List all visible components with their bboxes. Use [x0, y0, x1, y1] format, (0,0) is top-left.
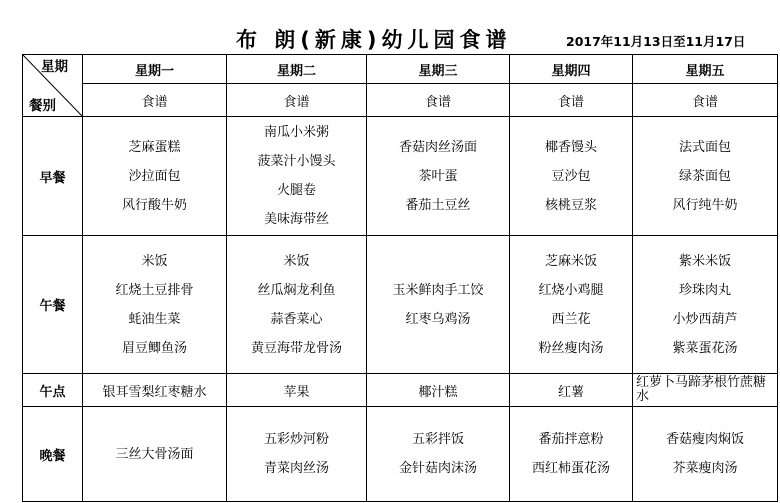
corner-header	[23, 55, 83, 117]
corner-meal-label: 餐别	[29, 98, 56, 114]
menu-item: 珍珠肉丸	[678, 282, 731, 298]
menu-item: 红枣乌鸡汤	[405, 311, 471, 327]
corner-weekday-label: 星期	[41, 59, 68, 75]
menu-item: 风行纯牛奶	[672, 197, 738, 213]
menu-item: 番茄土豆丝	[405, 197, 471, 213]
sub-header-row	[23, 84, 778, 117]
lunch-tuesday	[227, 236, 367, 374]
menu-item: 黄豆海带龙骨汤	[250, 340, 342, 356]
snack-monday: 银耳雪梨红枣糖水	[83, 374, 227, 407]
menu-item: 芝麻蛋糕	[128, 139, 181, 155]
breakfast-row	[23, 117, 778, 236]
menu-item: 紫菜蛋花汤	[672, 340, 738, 356]
menu-item: 红烧小鸡腿	[538, 282, 604, 298]
menu-item: 小炒西葫芦	[672, 311, 738, 327]
breakfast-thursday	[510, 117, 633, 236]
day-header-tuesday: 星期二	[227, 55, 367, 84]
menu-item: 芝麻米饭	[544, 253, 597, 269]
sub-header-tuesday: 食谱	[227, 84, 367, 117]
menu-item: 豆沙包	[551, 168, 591, 184]
dinner-thursday	[510, 407, 633, 502]
day-header-wednesday: 星期三	[367, 55, 510, 84]
dinner-row	[23, 407, 778, 502]
menu-item: 金针菇肉沫汤	[398, 461, 477, 476]
menu-item: 风行酸牛奶	[121, 197, 187, 213]
meal-label-breakfast: 早餐	[23, 117, 83, 236]
snack-friday	[633, 374, 778, 407]
menu-item: 玉米鲜肉手工饺	[392, 282, 484, 298]
day-header-row	[23, 55, 778, 84]
menu-item: 绿茶面包	[678, 168, 731, 184]
menu-item: 西兰花	[551, 311, 591, 327]
menu-item: 米饭	[141, 253, 168, 269]
menu-item: 粉丝瘦肉汤	[538, 340, 604, 356]
menu-item: 番茄拌意粉	[538, 432, 604, 447]
breakfast-friday	[633, 117, 778, 236]
breakfast-monday	[83, 117, 227, 236]
menu-item: 眉豆鲫鱼汤	[121, 340, 187, 356]
sub-header-friday: 食谱	[633, 84, 778, 117]
day-header-friday: 星期五	[633, 55, 778, 84]
menu-item: 美味海带丝	[263, 212, 329, 227]
snack-row	[23, 374, 778, 407]
snack-thursday: 红薯	[510, 374, 633, 407]
menu-item: 蒜香菜心	[270, 311, 323, 327]
menu-item: 米饭	[283, 253, 310, 269]
menu-item: 菠菜汁小馒头	[257, 154, 336, 169]
menu-item: 椰香馒头	[544, 139, 597, 155]
breakfast-tuesday	[227, 117, 367, 236]
dinner-friday	[633, 407, 778, 502]
date-range: 2017年11月13日至11月17日	[566, 34, 746, 49]
menu-item: 青菜肉丝汤	[263, 461, 329, 476]
lunch-row	[23, 236, 778, 374]
day-header-thursday: 星期四	[510, 55, 633, 84]
menu-item: 南瓜小米粥	[263, 125, 329, 140]
menu-item: 芥菜瘦肉汤	[672, 461, 738, 476]
menu-item: 三丝大骨汤面	[115, 446, 194, 462]
lunch-thursday	[510, 236, 633, 374]
menu-item: 香菇瘦肉焖饭	[665, 432, 744, 447]
menu-item: 沙拉面包	[128, 168, 181, 184]
menu-item: 核桃豆浆	[544, 197, 597, 213]
page-title: 布 朗(新康)幼儿园食谱	[236, 28, 512, 52]
menu-item: 西红柿蛋花汤	[531, 461, 610, 476]
menu-item: 紫米米饭	[678, 253, 731, 269]
menu-item: 法式面包	[678, 139, 731, 155]
menu-item: 茶叶蛋	[418, 168, 458, 184]
menu-item: 蚝油生菜	[128, 311, 181, 327]
menu-item: 火腿卷	[276, 183, 316, 198]
menu-item: 香菇肉丝汤面	[398, 139, 477, 155]
menu-item: 红烧土豆排骨	[115, 282, 194, 298]
lunch-monday	[83, 236, 227, 374]
dinner-monday	[83, 407, 227, 502]
sub-header-wednesday: 食谱	[367, 84, 510, 117]
snack-tuesday: 苹果	[227, 374, 367, 407]
menu-item: 五彩拌饭	[411, 432, 464, 447]
weekly-menu-table	[22, 54, 778, 502]
day-header-monday: 星期一	[83, 55, 227, 84]
dinner-tuesday	[227, 407, 367, 502]
menu-item: 红萝卜马蹄茅根竹蔗糖水	[636, 375, 767, 404]
breakfast-wednesday	[367, 117, 510, 236]
meal-label-snack: 午点	[23, 374, 83, 407]
snack-wednesday: 椰汁糕	[367, 374, 510, 407]
menu-item: 五彩炒河粉	[263, 432, 329, 447]
menu-header	[0, 0, 780, 54]
lunch-friday	[633, 236, 778, 374]
meal-label-dinner: 晚餐	[23, 407, 83, 502]
meal-label-lunch: 午餐	[23, 236, 83, 374]
lunch-wednesday	[367, 236, 510, 374]
menu-item: 丝瓜焖龙利鱼	[257, 282, 336, 298]
sub-header-monday: 食谱	[83, 84, 227, 117]
sub-header-thursday: 食谱	[510, 84, 633, 117]
dinner-wednesday	[367, 407, 510, 502]
